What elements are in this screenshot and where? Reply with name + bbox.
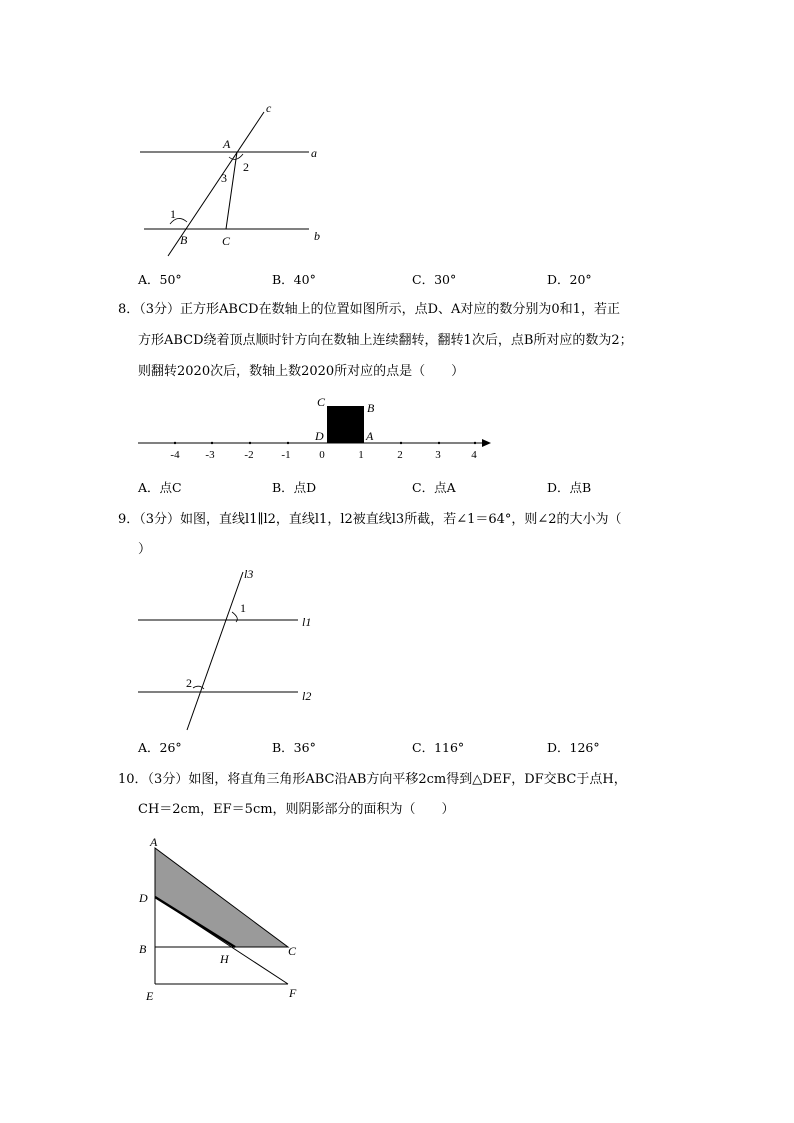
q7-option-b[interactable]: B．40° (272, 272, 316, 287)
q8-tick-label: 2 (397, 449, 403, 461)
q8-stem-line1: 8．（3分）正方形ABCD在数轴上的位置如图所示，点D、A对应的数分别为0和1，若正 (118, 302, 620, 317)
q8-option-b[interactable]: B．点D (272, 480, 317, 495)
q10-figure (0, 830, 794, 1010)
q10-label-F: F (289, 986, 297, 1000)
q9-label-1: 1 (240, 601, 246, 615)
q8-tick-label: -3 (205, 449, 215, 461)
q9-stem-line2: ） (138, 542, 152, 557)
q10-label-E: E (146, 989, 154, 1003)
q9-stem-line1: 9．（3分）如图，直线l1∥l2，直线l1，l2被直线l3所截，若∠1＝64°，则∠2的大小为（ (118, 512, 622, 527)
q8-tick-label: 0 (319, 449, 325, 461)
q8-label-D: D (315, 429, 324, 443)
q9-line-l3 (187, 572, 243, 730)
q10-label-B: B (139, 942, 147, 956)
q7-label-3: 3 (221, 171, 227, 185)
q7-label-B: B (180, 233, 188, 247)
q8-tick-label: 3 (435, 449, 441, 461)
q8-axis-arrow (482, 439, 491, 447)
q7-option-a[interactable]: A．50° (138, 272, 182, 287)
q7-label-c: c (266, 101, 272, 115)
q7-option-c[interactable]: C．30° (412, 272, 457, 287)
q9-figure (0, 560, 794, 740)
q9-option-c[interactable]: C．116° (412, 740, 465, 755)
q7-label-2: 2 (243, 160, 249, 174)
q8-tick-label: 4 (471, 449, 477, 461)
q10-label-C: C (288, 944, 297, 958)
q9-label-2: 2 (186, 676, 192, 690)
q8-square-abcd (327, 406, 364, 443)
q10-stem-line1: 10．（3分）如图，将直角三角形ABC沿AB方向平移2cm得到△DEF，DF交BC于点H， (118, 772, 627, 787)
q8-option-c[interactable]: C．点A (412, 480, 456, 495)
q8-tick-label: -2 (244, 449, 254, 461)
q9-label-l1: l1 (302, 615, 312, 629)
q9-label-l2: l2 (302, 689, 312, 703)
q8-tick-label: -4 (170, 449, 180, 461)
q8-tick-label: -1 (281, 449, 291, 461)
q7-label-b: b (314, 229, 320, 243)
q10-stem-line2: CH＝2cm，EF＝5cm，则阴影部分的面积为（ ） (138, 802, 455, 817)
q8-option-d[interactable]: D．点B (547, 480, 592, 495)
q8-option-a[interactable]: A．点C (138, 480, 182, 495)
q10-label-A: A (150, 835, 158, 849)
q8-label-A: A (366, 429, 374, 443)
q8-stem-line2: 方形ABCD绕着顶点顺时针方向在数轴上连续翻转，翻转1次后，点B所对应的数为2； (138, 333, 633, 348)
q9-label-l3: l3 (244, 567, 254, 581)
q7-option-d[interactable]: D．20° (547, 272, 592, 287)
q7-segment-ac (226, 152, 237, 229)
q10-shaded-region (155, 848, 288, 947)
q8-stem-line3: 则翻转2020次后，数轴上数2020所对应的点是（ ） (138, 364, 465, 379)
q8-number-line-figure (0, 390, 794, 470)
q7-figure (0, 0, 794, 290)
q8-tick-label: 1 (358, 449, 364, 461)
q7-label-A: A (223, 137, 231, 151)
q8-label-C: C (317, 395, 326, 409)
q9-option-a[interactable]: A．26° (138, 740, 182, 755)
q10-label-H: H (220, 952, 229, 966)
q10-label-D: D (139, 891, 148, 905)
q7-label-a: a (311, 146, 317, 160)
q7-label-C: C (222, 234, 231, 248)
q8-label-B: B (367, 401, 375, 415)
q7-label-1: 1 (170, 207, 176, 221)
q9-option-b[interactable]: B．36° (272, 740, 316, 755)
q9-option-d[interactable]: D．126° (547, 740, 600, 755)
